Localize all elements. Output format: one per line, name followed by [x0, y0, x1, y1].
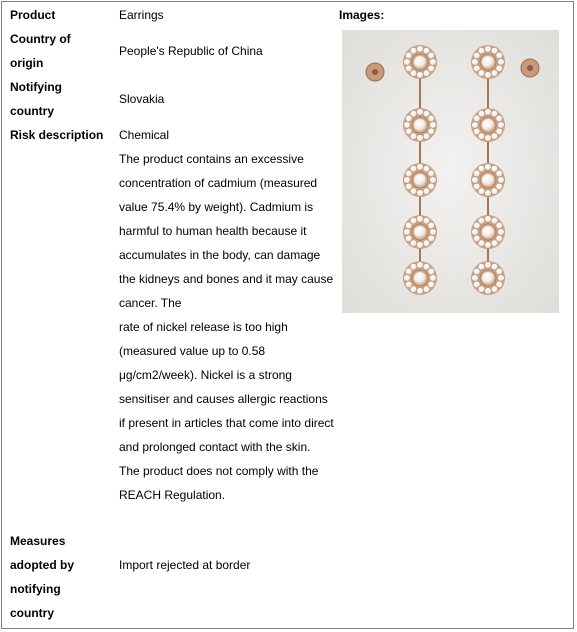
measures-value: Import rejected at border	[119, 558, 251, 572]
earring-flower	[403, 45, 437, 79]
earring-flower	[471, 261, 505, 295]
earring-back-right	[521, 59, 539, 77]
measures-label-line1: Measures	[10, 534, 66, 548]
risk-description-text	[119, 123, 334, 507]
earring-back-left	[366, 63, 384, 81]
earring-flower	[471, 163, 505, 197]
country-of-origin-label-line1: Country of	[10, 32, 71, 46]
product-photo	[342, 30, 559, 313]
earring-flower	[471, 215, 505, 249]
measures-label-line2: adopted by	[10, 558, 75, 572]
images-label: Images:	[339, 8, 385, 22]
product-label: Product	[10, 8, 56, 22]
earring-flower	[403, 261, 437, 295]
risk-description-label: Risk description	[10, 128, 104, 142]
earring-flower	[403, 108, 437, 142]
measures-label-line4: country	[10, 606, 55, 620]
notifying-country-label-line2: country	[10, 104, 55, 118]
measures-label-line3: notifying	[10, 582, 61, 596]
country-of-origin-value: People's Republic of China	[119, 44, 263, 58]
risk-type: Chemical	[119, 128, 170, 142]
notifying-country-value: Slovakia	[119, 92, 165, 106]
risk-paragraph-reach: The product does not comply with the REACH Regulation.	[119, 464, 319, 502]
notifying-country-label-line1: Notifying	[10, 80, 62, 94]
risk-paragraph-nickel: rate of nickel release is too high (measured value up to 0.58 μg/cm2/week). Nickel is a strong sensitiser and causes allergic reactions if present in articles that come into direct and prolonged contact with the skin.	[119, 320, 334, 454]
country-of-origin-label-line2: origin	[10, 56, 44, 70]
earrings-illustration	[342, 30, 559, 313]
earring-flower	[471, 45, 505, 79]
risk-paragraph-cadmium: The product contains an excessive concentration of cadmium (measured value 75.4% by weight). Cadmium is harmful to human health because it accumulates in the body, can damage the kidneys and bones and it may cause cancer. The	[119, 152, 334, 310]
product-value: Earrings	[119, 8, 164, 22]
earring-flower	[403, 163, 437, 197]
earring-flower	[403, 215, 437, 249]
earring-flower	[471, 108, 505, 142]
